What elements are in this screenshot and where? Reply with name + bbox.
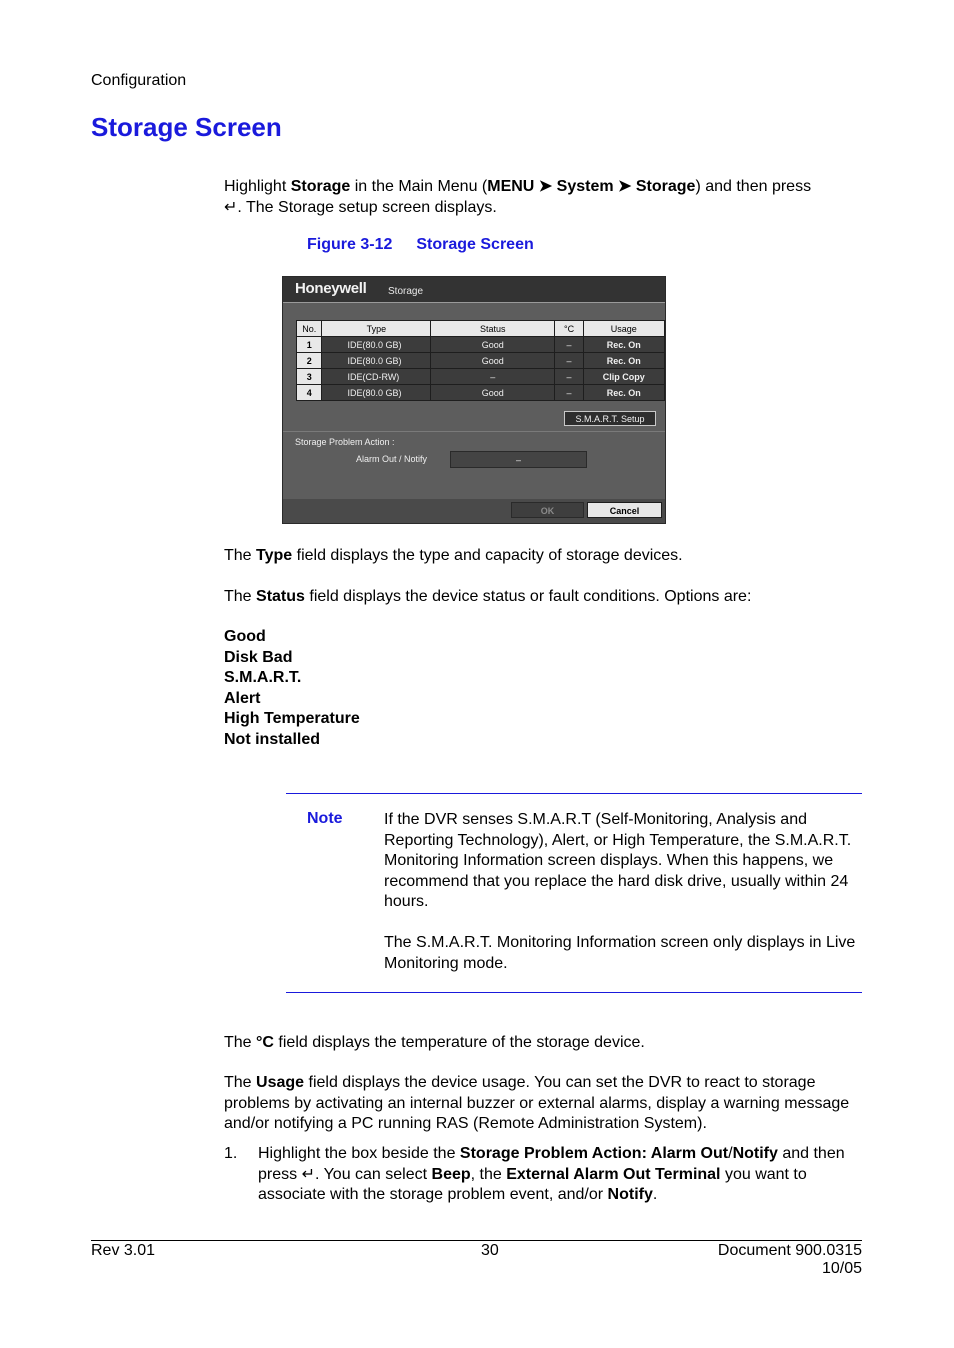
intro-paragraph: Highlight Storage in the Main Menu (MENU ➤ System ➤ Storage) and then press ↵. The Storage setup screen displays. [224, 178, 812, 216]
list-item: S.M.A.R.T. [224, 669, 302, 686]
col-no: No. [297, 321, 322, 337]
table-row: 2 IDE(80.0 GB) Good – Rec. On [297, 353, 665, 369]
note-bottom-rule [286, 992, 862, 993]
table-row: 4 IDE(80.0 GB) Good – Rec. On [297, 385, 665, 401]
storage-table [296, 320, 665, 401]
note-text: If the DVR senses S.M.A.R.T (Self-Monitoring, Analysis and Reporting Technology), Alert, or High Temperature, the S.M.A.R.T. Monitoring Information screen displays. When this happens, we recommend that you replace the hard disk drive, usually within 24 hours. The S.M.A.R.T. Monitoring Information screen only displays in Live Monitoring mode. [384, 811, 856, 972]
footer-document: Document 900.0315 10/05 [717, 1242, 862, 1277]
storage-problem-action-label: Storage Problem Action : [295, 437, 395, 447]
status-options-list [224, 627, 360, 750]
usage-cell[interactable]: Rec. On [583, 385, 664, 401]
list-item: Alert [224, 689, 261, 707]
col-usage: Usage [583, 321, 664, 337]
note-top-rule [286, 793, 862, 794]
list-item: High Temperature [224, 710, 360, 727]
smart-setup-button[interactable]: S.M.A.R.T. Setup [564, 411, 656, 426]
screen-header [283, 277, 665, 303]
note-label: Note [307, 810, 343, 827]
enter-key-icon: ↵ [301, 1165, 315, 1183]
alarm-notify-field[interactable]: – [450, 451, 587, 468]
cancel-button[interactable]: Cancel [587, 502, 662, 518]
table-row: 3 IDE(CD-RW) – – Clip Copy [297, 369, 665, 385]
type-paragraph: The Type field displays the type and capacity of storage devices. [224, 547, 683, 564]
col-temp: °C [555, 321, 583, 337]
storage-screen-figure [282, 276, 666, 524]
list-item: Not installed [224, 730, 321, 748]
list-item: Disk Bad [224, 648, 293, 666]
temperature-paragraph: The °C field displays the temperature of the storage device. [224, 1034, 645, 1051]
footer-revision: Rev 3.01 [91, 1242, 156, 1259]
alarm-notify-label: Alarm Out / Notify [356, 454, 428, 464]
col-type: Type [322, 321, 431, 337]
footer-rule [91, 1240, 862, 1241]
section-label: Configuration [91, 72, 187, 89]
usage-cell[interactable]: Rec. On [583, 353, 664, 369]
col-status: Status [431, 321, 555, 337]
footer-page-number: 30 [481, 1242, 499, 1259]
divider [283, 431, 665, 432]
enter-key-icon: ↵ [224, 198, 238, 216]
figure-caption: Figure 3-12 Storage Screen [307, 236, 534, 253]
usage-cell[interactable]: Rec. On [583, 337, 664, 353]
honeywell-logo: Honeywell [295, 280, 367, 297]
screen-title: Storage [388, 286, 424, 297]
status-paragraph: The Status field displays the device status or fault conditions. Options are: [224, 588, 752, 605]
usage-paragraph: The Usage field displays the device usage. You can set the DVR to react to storage problems by activating an internal buzzer or external alarms, display a warning message and/or notifying a PC running RAS (Remote Administration System). [224, 1074, 850, 1132]
list-item: Good [224, 628, 266, 645]
ok-button[interactable]: OK [511, 502, 584, 518]
table-row: 1 IDE(80.0 GB) Good – Rec. On [297, 337, 665, 353]
usage-cell[interactable]: Clip Copy [583, 369, 664, 385]
page-title: Storage Screen [91, 112, 282, 142]
